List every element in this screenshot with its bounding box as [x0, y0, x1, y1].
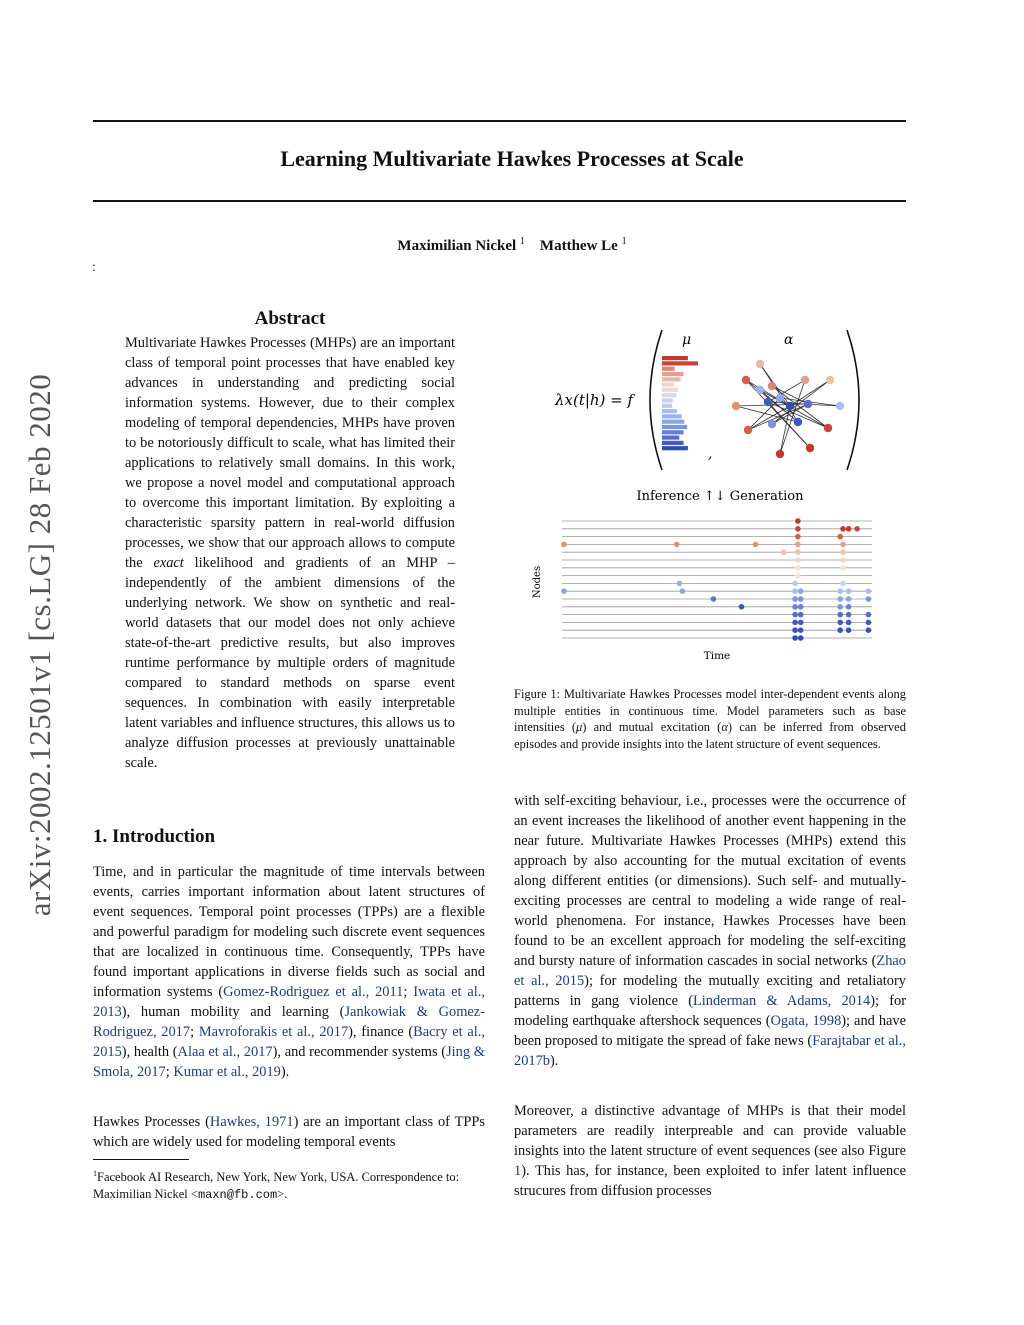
body-text: ); for modeling the mutually exciting and retaliatory patterns in gang violence ( — [514, 973, 906, 1009]
citation-link[interactable]: Mavroforakis et al., 2017 — [198, 1024, 349, 1040]
event-dot — [561, 542, 567, 548]
mu-bar — [662, 377, 681, 381]
event-dot — [854, 526, 860, 532]
body-text: ). — [549, 1053, 559, 1069]
body-text: ; — [403, 984, 414, 1000]
body-text: ; — [165, 1064, 174, 1080]
event-dot — [846, 588, 852, 594]
intro-paragraph-1 — [93, 862, 485, 1082]
citation-link[interactable]: Farajtabar et al., 2017b — [514, 1033, 906, 1069]
event-dot — [837, 588, 843, 594]
event-timeline — [561, 518, 872, 641]
event-dot — [846, 604, 852, 610]
mu-bar — [662, 404, 672, 408]
event-dot — [846, 526, 852, 532]
intro-paragraph-4 — [514, 1101, 906, 1201]
event-dot — [792, 581, 798, 587]
event-dot — [798, 588, 804, 594]
event-dot — [674, 542, 680, 548]
event-dot — [866, 612, 872, 618]
mu-bar — [662, 383, 674, 387]
figure-1 — [510, 320, 910, 670]
event-dot — [840, 565, 846, 571]
caption-symbol: α — [721, 720, 728, 734]
citation-link[interactable]: Zhao et al., 2015 — [514, 953, 906, 989]
equation-lhs: λx(t|h) = f — [555, 391, 634, 409]
event-dot — [866, 627, 872, 633]
mu-bar — [662, 436, 679, 440]
citation-link[interactable]: Bacry et al., 2015 — [93, 1024, 485, 1060]
left-paren — [650, 330, 662, 470]
citation-link[interactable]: Gomez-Rodriguez et al., 2011 — [223, 984, 404, 1000]
mu-bar — [662, 367, 675, 371]
mu-bar — [662, 441, 684, 445]
mu-label: μ — [682, 332, 692, 348]
footnote-mark: 1 — [93, 1169, 97, 1178]
author-affiliation: 1 — [519, 236, 525, 247]
figure-caption — [514, 686, 906, 752]
alpha-node — [806, 444, 814, 452]
email-link[interactable]: maxn@fb.com — [197, 1188, 278, 1203]
event-dot — [837, 596, 843, 602]
event-dot — [792, 588, 798, 594]
event-dot — [792, 596, 798, 602]
body-text: ). This has, for instance, been exploited to infer latent influence strucures from diffusion processes — [514, 1163, 906, 1199]
author-affiliation: 1 — [621, 236, 627, 247]
event-dot — [792, 635, 798, 641]
event-dot — [840, 549, 846, 555]
nodes-axis-label: Nodes — [532, 565, 543, 599]
event-dot — [837, 534, 843, 540]
alpha-edge — [748, 404, 808, 430]
citation-link[interactable]: Linderman & Adams, 2014 — [693, 993, 871, 1009]
event-dot — [798, 620, 804, 626]
event-dot — [795, 526, 801, 532]
event-dot — [792, 620, 798, 626]
alpha-edge — [780, 380, 805, 454]
event-dot — [840, 581, 846, 587]
event-dot — [846, 596, 852, 602]
stray-colon: : — [92, 260, 96, 275]
mu-bar-chart — [662, 356, 698, 450]
alpha-node — [742, 376, 750, 384]
citation-link[interactable]: Alaa et al., 2017 — [177, 1044, 273, 1060]
alpha-node — [732, 402, 740, 410]
mu-bar — [662, 425, 687, 429]
body-text: ), finance ( — [348, 1024, 414, 1040]
event-dot — [795, 565, 801, 571]
time-axis-label: Time — [703, 650, 731, 662]
alpha-node — [776, 450, 784, 458]
abstract-text: likelihood and gradients of an MHP – independently of the ambient dimensions of the underlying network. We show on synthetic and real-world datasets that our model does not only achieve state-of-the-art predictive results, but also improves runtime performance by multiple orders of magnitude compared to standard methods on sparse event sequences. In combination with easily interpretable latent variables and influence structures, this allows us to analyze diffusion processes at previously unattainable scale. — [125, 555, 455, 771]
author-name: Maximilian Nickel — [397, 238, 517, 254]
event-dot — [798, 635, 804, 641]
event-dot — [837, 604, 843, 610]
paper-title: Learning Multivariate Hawkes Processes at Scale — [280, 146, 744, 171]
event-dot — [680, 588, 686, 594]
event-dot — [561, 588, 567, 594]
event-dot — [792, 612, 798, 618]
event-dot — [753, 542, 759, 548]
event-dot — [795, 518, 801, 524]
body-text: ), health ( — [121, 1044, 178, 1060]
mu-bar — [662, 372, 684, 376]
author-name: Matthew Le — [539, 238, 618, 254]
event-dot — [846, 612, 852, 618]
alpha-node — [836, 402, 844, 410]
event-dot — [795, 573, 801, 579]
event-dot — [792, 627, 798, 633]
alpha-node — [826, 376, 834, 384]
alpha-node — [824, 424, 832, 432]
figure-ref-link[interactable]: 1 — [514, 1163, 522, 1179]
intro-paragraph-2 — [93, 1112, 485, 1152]
alpha-node — [794, 418, 802, 426]
event-dot — [846, 620, 852, 626]
inference-generation-label: Inference ↑↓ Generation — [636, 489, 804, 504]
footnote-text: >. — [277, 1187, 288, 1202]
abstract-heading: Abstract — [254, 308, 326, 329]
event-dot — [798, 627, 804, 633]
citation-link[interactable]: Hawkes, 1971 — [209, 1114, 294, 1130]
abstract-body — [125, 333, 455, 773]
arxiv-stamp: arXiv:2002.12501v1 [cs.LG] 28 Feb 2020 — [22, 373, 57, 917]
citation-link[interactable]: Jankowiak & Gomez-Rodriguez, 2017 — [93, 1004, 485, 1040]
mu-bar — [662, 393, 676, 397]
footnote-rule — [93, 1159, 189, 1160]
alpha-node — [764, 398, 772, 406]
caption-symbol: μ — [576, 720, 583, 734]
footnote-text: Facebook AI Research, New York, New York, USA. Correspondence to: Maximilian Nickel < — [93, 1170, 460, 1202]
event-dot — [795, 534, 801, 540]
citation-link[interactable]: Jing & Smola, 2017 — [93, 1044, 485, 1080]
alpha-node — [744, 426, 752, 434]
event-dot — [792, 604, 798, 610]
body-text: ); and have been proposed to mitigate the spread of fake news ( — [514, 1013, 906, 1049]
alpha-node — [768, 382, 776, 390]
alpha-label: α — [784, 332, 794, 348]
caption-text: ) can be inferred from observed episodes and provide insights into the latent structure of event sequences. — [514, 720, 906, 751]
body-text: ); for modeling earthquake aftershock sequences ( — [514, 993, 906, 1029]
event-dot — [677, 581, 683, 587]
right-paren — [847, 330, 859, 470]
event-dot — [837, 612, 843, 618]
event-dot — [837, 620, 843, 626]
alpha-node — [804, 400, 812, 408]
mu-bar — [662, 414, 682, 418]
event-dot — [840, 526, 846, 532]
body-text: ) are an important class of TPPs which are widely used for modeling temporal events — [93, 1114, 485, 1150]
body-text: ). — [280, 1064, 290, 1080]
event-dot — [798, 604, 804, 610]
caption-text: ) and mutual excitation ( — [582, 720, 722, 734]
event-dot — [866, 588, 872, 594]
mu-bar — [662, 388, 678, 392]
intro-paragraph-3 — [514, 791, 906, 1071]
body-text: Time, and in particular the magnitude of time intervals between events, carries important information about latent structures of event sequences. Temporal point processes (TPPs) are a flexible and powerful paradigm for modeling such discrete event sequences that are localized in continuous time. Consequently, TPPs have found important applications in diverse fields such as social and information systems ( — [93, 864, 485, 1000]
alpha-node — [801, 376, 809, 384]
event-dot — [837, 627, 843, 633]
event-dot — [739, 604, 745, 610]
event-dot — [798, 596, 804, 602]
body-text: with self-exciting behaviour, i.e., processes were the occurrence of an event increases the likelihood of another event happening in the near future. Multivariate Hawkes Processes (MHPs) extend this approach by also accounting for the mutual excitation of events along different entities (or dimensions). Such self- and mutually-exciting processes are central to modeling a wide range of real-world phenomena. For instance, Hawkes Processes have been found to be an excellent approach for modeling the self-exciting and bursty nature of information cascades in social networks ( — [514, 793, 906, 969]
event-dot — [846, 627, 852, 633]
footnote — [93, 1165, 485, 1204]
body-text: ), and recommender systems ( — [272, 1044, 447, 1060]
body-text: Hawkes Processes ( — [93, 1114, 210, 1130]
citation-link[interactable]: Kumar et al., 2019 — [173, 1064, 281, 1080]
event-dot — [840, 542, 846, 548]
event-dot — [795, 549, 801, 555]
mu-bar — [662, 356, 688, 360]
event-dot — [840, 557, 846, 563]
mu-bar — [662, 430, 684, 434]
event-dot — [795, 542, 801, 548]
event-dot — [711, 596, 717, 602]
title-bottom-rule — [93, 200, 906, 202]
event-dot — [798, 612, 804, 618]
abstract-emphasis: exact — [153, 555, 184, 571]
abstract-text: Multivariate Hawkes Processes (MHPs) are an important class of temporal point processes that have enabled key advances in understanding and predicting social information systems. However, due to their complex modeling of temporal dependencies, MHPs have proven to be notoriously difficult to scale, what has limited their applications to relatively small domains. In this work, we propose a novel model and computational approach to overcome this important limitation. By exploiting a characteristic sparsity pattern in real-world diffusion processes, we show that our approach allows to compute the — [125, 335, 455, 571]
mu-bar — [662, 409, 677, 413]
alpha-node — [756, 386, 764, 394]
alpha-node — [768, 420, 776, 428]
body-text: ; — [190, 1024, 199, 1040]
alpha-network — [732, 360, 844, 458]
body-text: ), human mobility and learning ( — [121, 1004, 345, 1020]
alpha-node — [776, 394, 784, 402]
event-dot — [866, 596, 872, 602]
mu-bar — [662, 446, 688, 450]
citation-link[interactable]: Iwata et al., 2013 — [93, 984, 485, 1020]
citation-link[interactable]: Ogata, 1998 — [770, 1013, 842, 1029]
mu-bar — [662, 420, 684, 424]
title-top-rule — [93, 120, 906, 122]
author-list — [0, 236, 1024, 255]
event-dot — [866, 620, 872, 626]
comma: , — [708, 446, 713, 462]
caption-text: Figure 1: Multivariate Hawkes Processes model inter-dependent events along multiple entities in continuous time. Model parameters such as base intensities ( — [514, 687, 906, 734]
event-dot — [795, 557, 801, 563]
section-heading-introduction: 1. Introduction — [93, 826, 216, 847]
alpha-node — [756, 360, 764, 368]
mu-bar — [662, 361, 698, 365]
alpha-node — [786, 402, 794, 410]
event-dot — [781, 549, 787, 555]
mu-bar — [662, 398, 673, 402]
body-text: Moreover, a distinctive advantage of MHPs is that their model parameters are readily interpreable and can provide valuable insights into the latent structure of event sequences (see also Figure — [514, 1103, 906, 1159]
